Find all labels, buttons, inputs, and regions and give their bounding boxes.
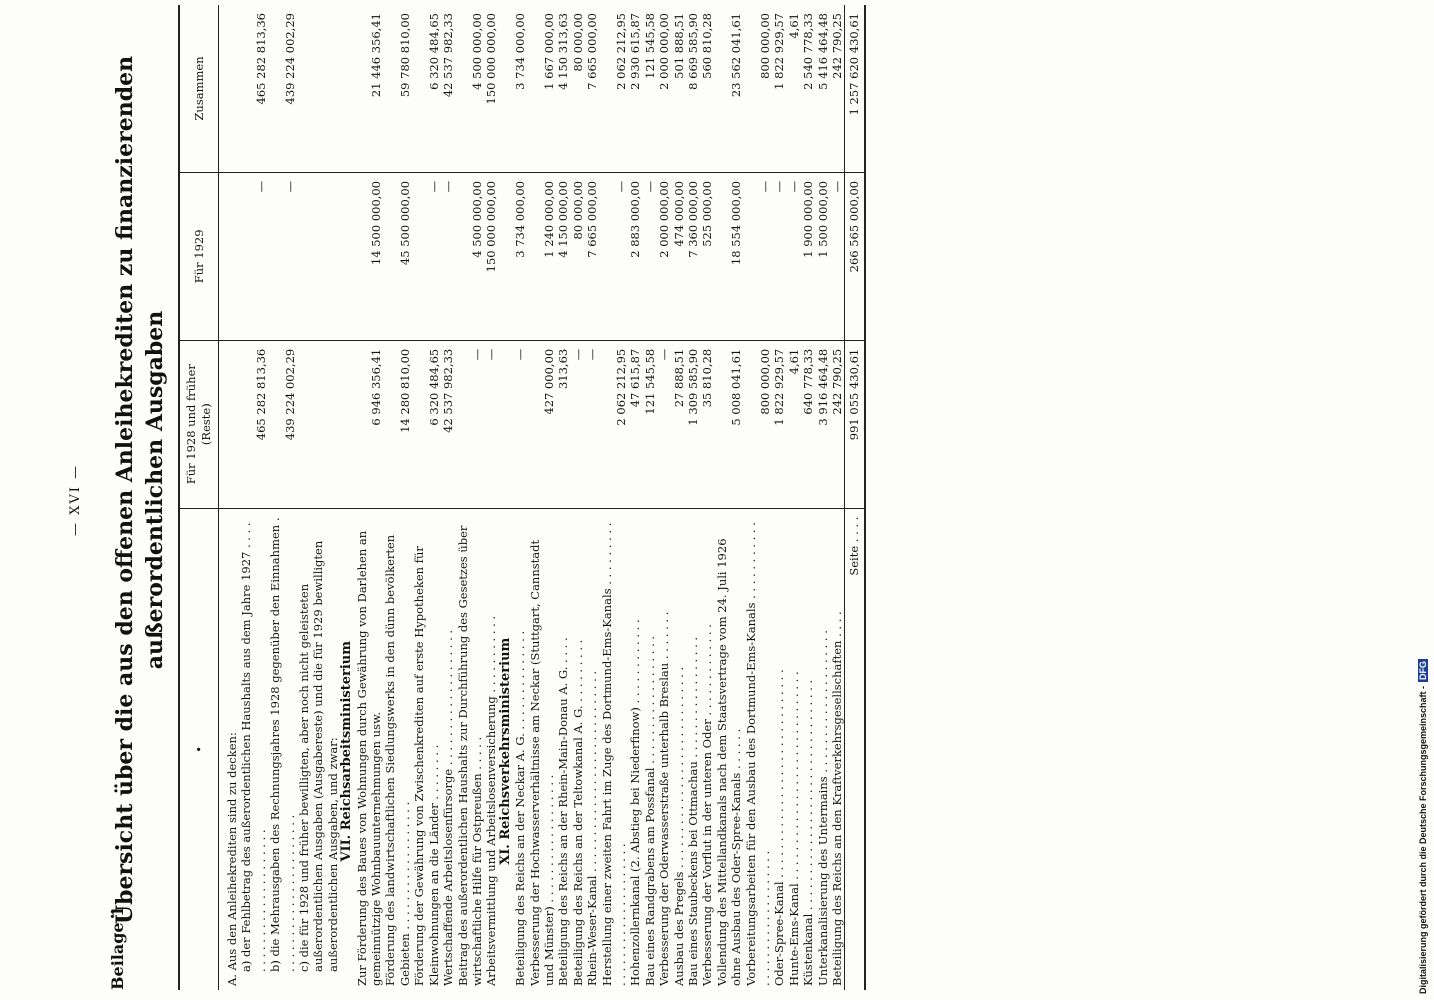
cell-1929: — [772, 172, 786, 340]
cell-total: 4 500 000,00 [456, 5, 485, 172]
table-row [830, 5, 845, 990]
total-1928: 991 055 430,61 [845, 340, 865, 508]
row-label: Vorbereitungsarbeiten für den Ausbau des Dortmund-Ems-Kanals . . . . . . . . . . . . . . . . . . . . . . . . . . . . . . [743, 522, 773, 986]
row-label: Rhein-Weser-Kanal . . . . . . . . . . . . . . . . . . . . . . . . . . . . [585, 670, 600, 986]
table-row [383, 5, 412, 990]
cell-1928: — [484, 340, 498, 508]
table-row [571, 5, 585, 990]
cell-total: 8 669 585,90 [686, 5, 700, 172]
cell-1928: 42 537 982,33 [441, 340, 455, 508]
table-row [801, 5, 815, 990]
section-heading-vii: VII. Reichsarbeitsministerium [339, 641, 355, 862]
cell-1928: 3 916 464,48 [816, 340, 830, 508]
table-body-xi-heading [499, 5, 513, 990]
section-heading-row [340, 5, 354, 990]
cell-total: 2 930 615,87 [628, 5, 642, 172]
cell-1928: 6 320 484,65 [412, 340, 441, 508]
row-label: b) die Mehrausgaben des Rechnungsjahres 1928 gegenüber den Einnahmen . . . . . . . . . . . . . . . . . . . . . . . [268, 517, 297, 972]
budget-table [178, 5, 866, 990]
table-row [513, 5, 527, 990]
cell-1928: — [456, 340, 485, 508]
cell-1928: 5 008 041,61 [715, 340, 744, 508]
table-row [744, 5, 773, 990]
column-header-total: Zusammen [179, 5, 219, 172]
row-label: Herstellung einer zweiten Fahrt im Zuge des Dortmund-Ems-Kanals . . . . . . . . . . . . . . . . . . . . . . . . . . . . . [599, 522, 628, 986]
table-body-vii [355, 5, 499, 990]
cell-total: 4,61 [787, 5, 801, 172]
table-header-row [179, 5, 219, 990]
cell-total: 21 446 356,41 [355, 5, 384, 172]
table-row [355, 5, 384, 990]
appendix-label: Beilage 1 [108, 905, 127, 990]
table-row [528, 5, 557, 990]
row-label: Unterkanalisierung des Untermains . . . . . . . . . . . . . . . . . . . . [815, 630, 830, 986]
row-label: Verbesserung der Oderwasserstraße unterhalb Breslau . . . . . . . [657, 611, 672, 986]
cell-total: 23 562 041,61 [715, 5, 744, 172]
cell-1929: 18 554 000,00 [715, 172, 744, 340]
row-label: Beteiligung des Reichs an der Teltowkanal A. G. . . . . . . . . . [570, 639, 585, 986]
cell-total: 4 150 313,63 [556, 5, 570, 172]
total-label: Seite . . . . [845, 508, 865, 990]
table-row [686, 5, 700, 990]
table-row [628, 5, 642, 990]
cell-1929: — [268, 172, 297, 340]
cell-1928: 439 224 002,29 [268, 340, 297, 508]
cell-1929: 4 150 000,00 [556, 172, 570, 340]
row-label: Wertschaffende Arbeitslosenfürsorge . . . . . . . . . . . . . . . . . . . [441, 629, 456, 986]
cell-1929: 150 000 000,00 [484, 172, 498, 340]
row-label: Oder-Spree-Kanal . . . . . . . . . . . . . . . . . . . . . . . . . . . . . [772, 669, 787, 986]
table-body [219, 5, 355, 990]
row-label: Küstenkanal . . . . . . . . . . . . . . . . . . . . . . . . . . . . . . . . [801, 679, 816, 986]
table-row [412, 5, 441, 990]
table-row [657, 5, 671, 990]
cell-1929: 525 000,00 [700, 172, 714, 340]
cell-1929: 1 500 000,00 [816, 172, 830, 340]
row-label: Förderung des landwirtschaftlichen Siedlungswerks in den dünn bevölkerten Gebieten . . . . . . . . . . . . . . . . . . [383, 534, 412, 986]
table-row [297, 5, 340, 990]
dfg-logo: DFG [1418, 660, 1428, 680]
row-label: Hunte-Ems-Kanal . . . . . . . . . . . . . . . . . . . . . . . . . . . . . [786, 671, 801, 986]
cell-1928: 640 778,33 [801, 340, 815, 508]
row-label: Beitrag des außerordentlichen Haushalts zur Durchführung des Gesetzes über wirtschaftliche Hilfe für Ostpreußen . . . . . [455, 525, 484, 986]
table-row [643, 5, 657, 990]
page-number: — XVI — [68, 463, 83, 537]
row-label: a) der Fehlbetrag des außerordentlichen Haushalts aus dem Jahre 1927 . . . . . . . . . . . . . . . . . . . . . . . . [239, 522, 268, 972]
cell-total: 560 810,28 [700, 5, 714, 172]
row-label: Verbesserung der Hochwasserverhältnisse am Neckar (Stuttgart, Cannstadt und Münster) . . . . . . . . . . . . . . . . . . [527, 539, 556, 986]
cell-1929: — [643, 172, 657, 340]
cell-1928: — [513, 340, 527, 508]
table-row [268, 5, 297, 990]
cell-1928: 121 545,58 [643, 340, 657, 508]
table-body-xi [513, 5, 845, 990]
row-label: Arbeitsvermittlung und Arbeitslosenversicherung . . . . . . . . . . . [484, 615, 499, 986]
cell-total: 501 888,51 [672, 5, 686, 172]
cell-total: 42 537 982,33 [441, 5, 455, 172]
cell-1928: 242 790,25 [830, 340, 845, 508]
cell-1928: 465 282 813,36 [239, 340, 268, 508]
cell-1929: 474 000,00 [672, 172, 686, 340]
total-row [845, 5, 865, 990]
cell-1928: 2 062 212,95 [600, 340, 629, 508]
table-row [600, 5, 629, 990]
table-row [715, 5, 744, 990]
cell-total: 1 822 929,57 [772, 5, 786, 172]
cell-total: 800 000,00 [744, 5, 773, 172]
cell-1928: 4,61 [787, 340, 801, 508]
column-header-1929: Für 1929 [179, 172, 219, 340]
document-title [110, 50, 170, 930]
cell-1928: 35 810,28 [700, 340, 714, 508]
cell-total: 5 416 464,48 [816, 5, 830, 172]
cell-1928: 27 888,51 [672, 340, 686, 508]
cell-1929: 14 500 000,00 [355, 172, 384, 340]
row-label: Bau eines Staubeckens bei Ottmachau . . . . . . . . . . . . . . . . . [686, 636, 700, 986]
cell-1929: — [441, 172, 455, 340]
cell-total: 1 667 000,00 [528, 5, 557, 172]
table-row [585, 5, 599, 990]
row-label: Förderung der Gewährung von Zwischenkrediten auf erste Hypotheken für Kleinwohnungen an die Länder . . . . . . . . [412, 546, 441, 986]
cell-1929: — [600, 172, 629, 340]
cell-1929: 2 000 000,00 [657, 172, 671, 340]
table-row [700, 5, 714, 990]
cell-1928: 6 946 356,41 [355, 340, 384, 508]
cell-1929: 45 500 000,00 [383, 172, 412, 340]
cell-1928: 427 000,00 [528, 340, 557, 508]
cell-1928: — [571, 340, 585, 508]
title-line-1: Übersicht über die aus den offenen Anleihekrediten zu finanzierenden [112, 55, 138, 925]
cell-total: 7 665 000,00 [585, 5, 599, 172]
table-row [225, 5, 239, 990]
cell-1928: 1 822 929,57 [772, 340, 786, 508]
row-label: Bau eines Randgrabens am Possfanal . . . . . . . . . . . . . . . . . . [642, 635, 657, 986]
table-row [772, 5, 786, 990]
cell-total: 121 545,58 [643, 5, 657, 172]
table-row [456, 5, 485, 990]
cell-1929: — [787, 172, 801, 340]
cell-total: 59 780 810,00 [383, 5, 412, 172]
digitization-text: Digitalisierung gefördert durch die Deutsche Forschungsgemeinschaft - [1418, 685, 1428, 994]
cell-total: 150 000 000,00 [484, 5, 498, 172]
cell-total: 465 282 813,36 [239, 5, 268, 172]
cell-1929: — [830, 172, 845, 340]
cell-1928: 47 615,87 [628, 340, 642, 508]
cell-1928: — [657, 340, 671, 508]
table-row [556, 5, 570, 990]
section-heading-row [499, 5, 513, 990]
row-label: Zur Förderung des Baues von Wohnungen durch Gewährung von Darlehen an gemeinnützige Wohnbauunternehmungen usw. [354, 530, 384, 986]
row-label: Beteiligung des Reichs an den Kraftverkehrsgesellschaften . . . . [830, 611, 845, 986]
cell-1929: 2 883 000,00 [628, 172, 642, 340]
cell-1928: — [585, 340, 599, 508]
row-label: Beteiligung des Reichs an der Rhein-Main-Donau A. G. . . . . [556, 637, 571, 986]
cell-1929: — [744, 172, 773, 340]
cell-1929: 7 665 000,00 [585, 172, 599, 340]
cell-1929: 80 000,00 [571, 172, 585, 340]
table-row [672, 5, 686, 990]
cell-1929: 1 240 000,00 [528, 172, 557, 340]
cell-total: 80 000,00 [571, 5, 585, 172]
row-label: Hohenzollernkanal (2. Abstieg bei Niederfinow) . . . . . . . . . . . . [628, 619, 643, 986]
total-1929: 266 565 000,00 [845, 172, 865, 340]
row-label: Verbesserung der Vorflut in der unteren Oder . . . . . . . . . . . . . [700, 624, 715, 986]
cell-total: 439 224 002,29 [268, 5, 297, 172]
cell-1928: 800 000,00 [744, 340, 773, 508]
table-row [239, 5, 268, 990]
cell-1928: 313,63 [556, 340, 570, 508]
rotated-page [50, 0, 1430, 1000]
cell-total: 2 062 212,95 [600, 5, 629, 172]
section-heading-xi: XI. Reichsverkehrsministerium [497, 637, 513, 865]
row-label: Ausbau des Pregels . . . . . . . . . . . . . . . . . . . . . . . . . . . . [671, 666, 686, 986]
column-header-1928: Für 1928 und früher (Reste) [179, 340, 219, 508]
row-label: Vollendung des Mittellandkanals nach dem Staatsvertrage vom 24. Juli 1926 ohne Ausbau des Oder-Spree-Kanals . . . . . . [714, 538, 744, 986]
section-a-intro: A. Aus den Anleihekrediten sind zu decken: [225, 732, 239, 986]
cell-total: 6 320 484,65 [412, 5, 441, 172]
cell-1929: 1 900 000,00 [801, 172, 815, 340]
row-label: c) die für 1928 und früher bewilligten, aber noch nicht geleisteten außerordentlichen Ausgaben (Ausgabereste) und die für 1929 bewilligten außerordentlichen Ausgaben, und zwar: [297, 540, 340, 972]
table-row [441, 5, 455, 990]
digitization-note [1418, 4, 1428, 994]
table-body-total [845, 5, 865, 990]
cell-total: 2 000 000,00 [657, 5, 671, 172]
cell-total: 3 734 000,00 [513, 5, 527, 172]
cell-total: 242 790,25 [830, 5, 845, 172]
column-header-item: • [179, 508, 219, 990]
total-sum: 1 257 620 430,61 [845, 5, 865, 172]
table-row [484, 5, 498, 990]
title-line-2: außerordentlichen Ausgaben [142, 310, 168, 670]
cell-1929: 4 500 000,00 [456, 172, 485, 340]
cell-1928: 14 280 810,00 [383, 340, 412, 508]
cell-1929: 7 360 000,00 [686, 172, 700, 340]
table-row [816, 5, 830, 990]
cell-1929: — [412, 172, 441, 340]
row-label: Beteiligung des Reichs an der Neckar A. G. . . . . . . . . . . . . . . [513, 630, 528, 986]
cell-1929: 3 734 000,00 [513, 172, 527, 340]
cell-1928: 1 309 585,90 [686, 340, 700, 508]
table-row [787, 5, 801, 990]
cell-1929: — [239, 172, 268, 340]
cell-total: 2 540 778,33 [801, 5, 815, 172]
